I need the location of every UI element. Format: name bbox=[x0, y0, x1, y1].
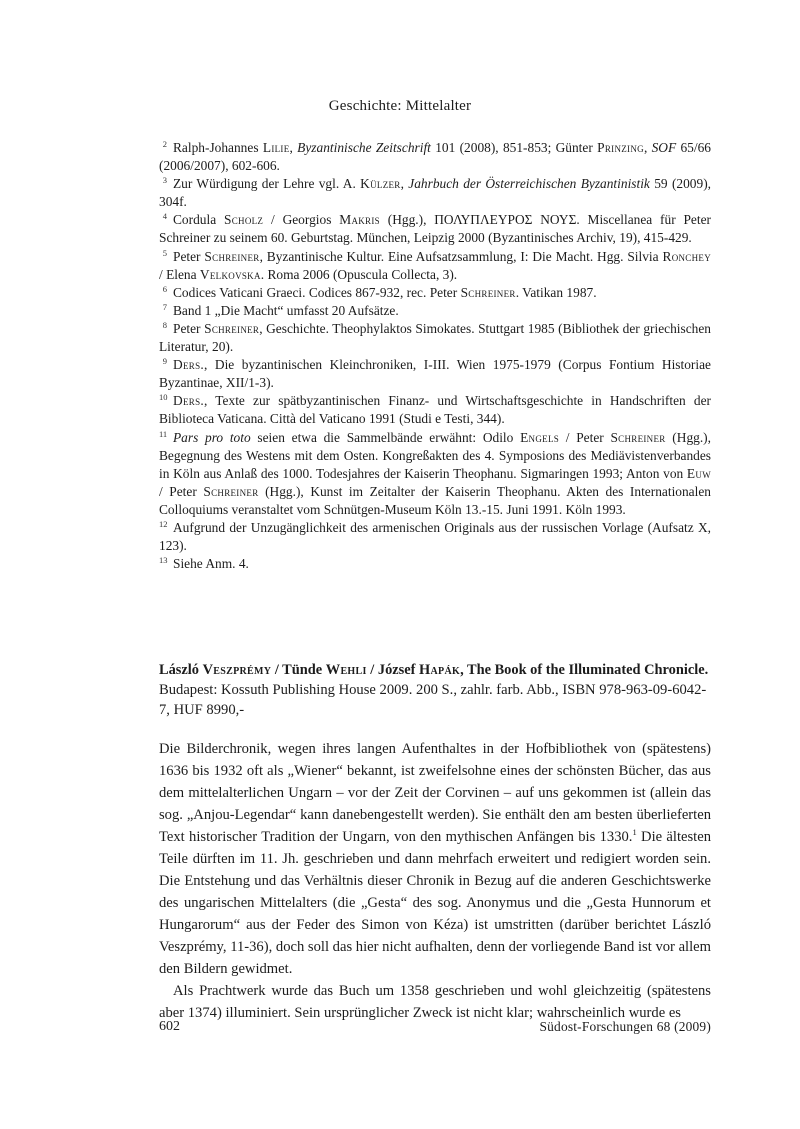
review-body bbox=[159, 738, 711, 1024]
footnote: 6 Codices Vaticani Graeci. Codices 867-932, rec. Peter Schreiner. Vatikan 1987. bbox=[162, 283, 597, 300]
footnote-text: , Texte zur spätbyzantinischen Finanz- und Wirtschaftsgeschichte in Handschriften der Biblioteca Vaticana. Città del Vaticano 1991 (Studi e Testi, 344). bbox=[159, 393, 711, 427]
paragraph-text: Die ältesten Teile dürften im 11. Jh. geschrieben und dann mehrfach erweitert und redigiert worden sein. Die Entstehung und das Verhältnis dieser Chronik in Bezug auf die anderen Geschichtswerke des ungarischen Mittelalters (die „Gesta“ des sog. Anonymus und die „Gesta Hunnorum et Hungarorum“ aus der Feder des Simon von Kéza) ist umstritten (darüber berichtet László Veszprémy, 11-36), doch soll das hier nicht aufhalten, denn der vorliegende Band ist vor allem den Bildern gewidmet. bbox=[159, 829, 711, 977]
footnote-author-name: Schreiner bbox=[204, 320, 260, 336]
review-publication: Budapest: Kossuth Publishing House 2009. 200 S., zahlr. farb. Abb., ISBN 978-963-09-6042-7, HUF 8990,- bbox=[159, 682, 707, 718]
footnote: 13 Siehe Anm. 4. bbox=[159, 555, 249, 572]
author-last-name: Wehli bbox=[325, 662, 367, 678]
footnote-text: Cordula bbox=[173, 212, 224, 228]
footnote-text: / Peter bbox=[159, 483, 204, 499]
footnote-author-name: Schreiner bbox=[203, 483, 259, 499]
journal-citation: Südost-Forschungen 68 (2009) bbox=[539, 1019, 711, 1034]
review-paragraph-1 bbox=[159, 738, 711, 980]
footnote: 7 Band 1 „Die Macht“ umfasst 20 Aufsätze. bbox=[162, 301, 399, 318]
footnote: 8 Peter Schreiner, Geschichte. Theophylaktos Simokates. Stuttgart 1985 (Bibliothek der griechischen Literatur, 20). bbox=[159, 319, 711, 355]
footnote-author-name: Ders. bbox=[173, 357, 205, 373]
footnote-text: Siehe Anm. 4. bbox=[173, 556, 249, 572]
author-last-name: Veszprémy bbox=[202, 662, 272, 678]
footnote-text: , Byzantinische Kultur. Eine Aufsatzsammlung, I: Die Macht. Hgg. Silvia bbox=[259, 248, 663, 264]
footnote-author-name: Scholz bbox=[223, 212, 264, 228]
footnote-text: / Georgios bbox=[263, 212, 340, 228]
running-head: Geschichte: Mittelalter bbox=[328, 98, 472, 114]
footnote-text: 59 (2009), 304f. bbox=[159, 176, 711, 210]
footnote-text: (Hgg.), ΠΟΛΥΠΛΕΥΡΟΣ ΝΟΥΣ. Miscellanea für Peter Schreiner zu seinem 60. Geburtstag. München, Leipzig 2000 (Byzantinisches Archiv, 19), 415-429. bbox=[159, 212, 711, 246]
footnote-text: . Roma 2006 (Opuscula Collecta, 3). bbox=[260, 266, 458, 282]
footnote-author-name: Schreiner bbox=[204, 248, 260, 264]
footnote-text: Ralph-Johannes bbox=[173, 140, 263, 155]
book-review bbox=[159, 660, 711, 1024]
footnote: 4 Cordula Scholz / Georgios Makris (Hgg.), ΠΟΛΥΠΛΕΥΡΟΣ ΝΟΥΣ. Miscellanea für Peter Schreiner zu seinem 60. Geburtstag. München, Leipzig 2000 (Byzantinisches Archiv, 19), 415-429. bbox=[159, 211, 711, 246]
footnote-text: , Die byzantinischen Kleinchroniken, I-III. Wien 1975-1979 (Corpus Fontium Historiae Byzantinae, XII/1-3). bbox=[159, 357, 711, 391]
footnote-text: Zur Würdigung der Lehre vgl. A. bbox=[173, 176, 361, 192]
footnote-text: , bbox=[289, 140, 298, 155]
footnote-text: (Hgg.), Begegnung des Westens mit dem Osten. Kongreßakten des 4. Symposions des Mediävistenverbandes in Köln aus Anlaß des 1000. Todesjahres der Kaiserin Theophanu. Sigmaringen 1993; Anton von bbox=[159, 429, 711, 481]
footnote-italic-text: Pars pro toto bbox=[173, 429, 251, 445]
footnote-text: Aufgrund der Unzugänglichkeit des armenischen Originals aus der russischen Vorlage (Aufsatz X, 123). bbox=[159, 519, 711, 554]
footnote: 9 Ders., Die byzantinischen Kleinchroniken, I-III. Wien 1975-1979 (Corpus Fontium Historiae Byzantinae, XII/1-3). bbox=[159, 356, 711, 391]
footnote-text: (Hgg.), Kunst im Zeitalter der Kaiserin Theophanu. Akten des Internationalen Colloquiums veranstaltet vom Schnütgen-Museum Köln 13.-15. Juni 1991. Köln 1993. bbox=[159, 483, 711, 517]
author-first-name: László bbox=[159, 662, 203, 678]
footnote: 12 Aufgrund der Unzugänglichkeit des armenischen Originals aus der russischen Vorlage (Aufsatz X, 123). bbox=[159, 518, 711, 554]
page-number: 602 bbox=[159, 1019, 180, 1034]
footnote-author-name: Prinzing bbox=[597, 140, 644, 155]
footnote-text: , bbox=[643, 140, 652, 155]
footnote-text: 65/66 (2006/2007), 602-606. bbox=[159, 140, 711, 174]
book-title: The Book of the Illuminated Chronicle. bbox=[467, 662, 709, 678]
footnote-text: , bbox=[400, 176, 409, 192]
footnote-text: Band 1 „Die Macht“ umfasst 20 Aufsätze. bbox=[173, 302, 399, 318]
footnote-author-name: Ders. bbox=[173, 393, 205, 409]
review-heading: László Veszprémy / Tünde Wehli / József Hapák, The Book of the Illuminated Chronicle. bbox=[159, 662, 709, 678]
author-first-name: Tünde bbox=[282, 662, 326, 678]
footnote-author-name: Makris bbox=[339, 212, 380, 228]
footnote-text: seien etwa die Sammelbände erwähnt: Odilo bbox=[250, 429, 521, 445]
footnote-author-name: Euw bbox=[686, 465, 711, 481]
footnote-text: . Vatikan 1987. bbox=[515, 284, 597, 300]
footnote-italic-text: Byzantinische Zeitschrift bbox=[297, 140, 431, 155]
footnote-author-name: Schreiner bbox=[610, 429, 666, 445]
footnote-author-name: Lilie bbox=[262, 140, 290, 155]
author-separator: / bbox=[271, 662, 283, 678]
footnote: 11 Pars pro toto seien etwa die Sammelbände erwähnt: Odilo Engels / Peter Schreiner (Hgg.), Begegnung des Westens mit dem Osten. Kongreßakten des 4. Symposions des Mediävistenverbandes in Köln aus Anlaß des 1000. Todesjahres der Kaiserin Theophanu. Sigmaringen 1993; Anton von Euw / Peter Schreiner (Hgg.), Kunst im Zeitalter der Kaiserin Theophanu. Akten des Internationalen Colloquiums veranstaltet vom Schnütgen-Museum Köln 13.-15. Juni 1991. Köln 1993. bbox=[159, 428, 711, 517]
footnote-text: / Peter bbox=[559, 429, 611, 445]
footnote-text: Peter bbox=[173, 248, 205, 264]
author-separator: / bbox=[366, 662, 378, 678]
footnote-author-name: Velkovska bbox=[199, 266, 261, 282]
author-last-name: Hapák bbox=[419, 662, 461, 678]
footnote-text: 101 (2008), 851-853; Günter bbox=[430, 140, 598, 155]
footnote-ref: 1 bbox=[632, 827, 637, 837]
footnote-author-name: Külzer bbox=[360, 176, 401, 192]
footnote-author-name: Ronchey bbox=[662, 248, 711, 264]
footnote-text: / Elena bbox=[159, 266, 200, 282]
footnote: 2 Ralph-Johannes Lilie, Byzantinische Zeitschrift 101 (2008), 851-853; Günter Prinzing, SOF 65/66 (2006/2007), 602-606. bbox=[159, 139, 711, 174]
author-first-name: József bbox=[377, 662, 420, 678]
footnotes bbox=[159, 139, 711, 573]
footnote: 3 Zur Würdigung der Lehre vgl. A. Külzer, Jahrbuch der Österreichischen Byzantinistik 59 (2009), 304f. bbox=[159, 175, 711, 210]
footnote-text: Codices Vaticani Graeci. Codices 867-932, rec. Peter bbox=[173, 284, 461, 300]
footnote: 5 Peter Schreiner, Byzantinische Kultur. Eine Aufsatzsammlung, I: Die Macht. Hgg. Silvia Ronchey / Elena Velkovska. Roma 2006 (Opuscula Collecta, 3). bbox=[159, 247, 711, 282]
review-paragraph-2: Als Prachtwerk wurde das Buch um 1358 geschrieben und wohl gleichzeitig (spätestens aber 1374) illuminiert. Sein ursprünglicher Zweck ist nicht klar; wahrscheinlich wurde es bbox=[159, 983, 711, 1021]
footnote-author-name: Schreiner bbox=[460, 284, 516, 300]
footnote-author-name: Engels bbox=[520, 429, 560, 445]
footnote: 10 Ders., Texte zur spätbyzantinischen Finanz- und Wirtschaftsgeschichte in Handschriften der Biblioteca Vaticana. Città del Vaticano 1991 (Studi e Testi, 344). bbox=[159, 392, 711, 427]
paragraph-text: Die Bilderchronik, wegen ihres langen Aufenthaltes in der Hofbibliothek von (spätestens) 1636 bis 1932 oft als „Wiener“ bekannt, ist zweifelsohne eines der schönsten Bücher, das aus dem mittelalterlichen Ungarn – vor der Zeit der Corvinen – auf uns gekommen ist (allein das sog. „Anjou-Legendar“ kann danebengestellt werden). Sie enthält den am besten überlieferten Text historischer Tradition der Ungarn, von den mythischen Anfängen bis 1330. bbox=[159, 741, 711, 845]
footnote-italic-text: Jahrbuch der Österreichischen Byzantinistik bbox=[408, 176, 650, 192]
footnote-text: , Geschichte. Theophylaktos Simokates. Stuttgart 1985 (Bibliothek der griechischen Literatur, 20). bbox=[159, 320, 711, 355]
footnote-italic-text: SOF bbox=[651, 140, 677, 155]
footnote-text: Peter bbox=[173, 320, 205, 336]
